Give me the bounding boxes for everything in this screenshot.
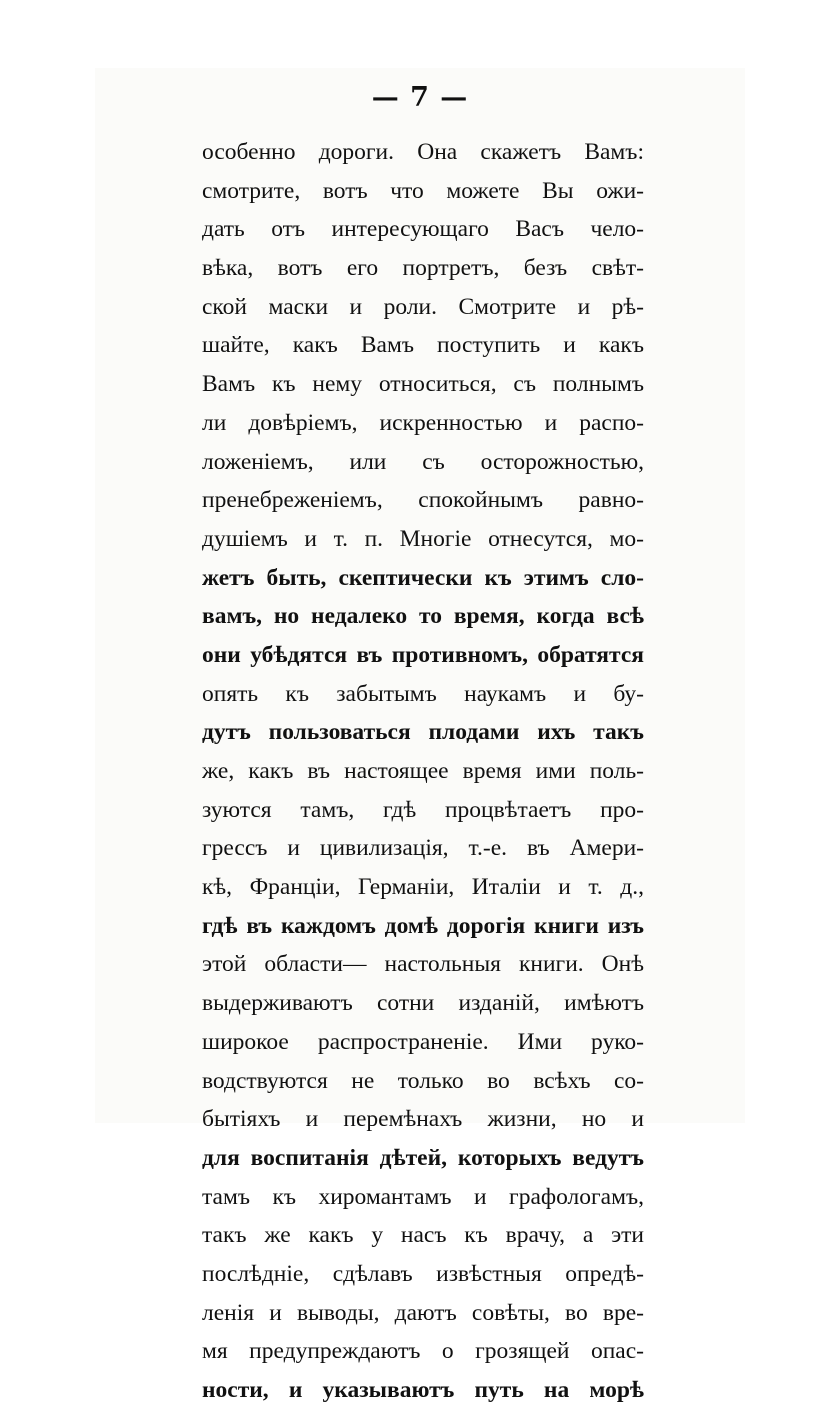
text-line: жетъ быть, скептически къ этимъ сло- <box>202 564 644 591</box>
text-line: душіемъ и т. п. Многіе отнесутся, мо- <box>202 525 644 552</box>
text-line: особенно дороги. Она скажетъ Вамъ: <box>202 139 644 165</box>
text-line: ли довѣріемъ, искренностью и распо- <box>202 409 644 436</box>
body-text <box>202 133 644 1410</box>
text-line: же, какъ въ настоящее время ими поль- <box>202 758 644 784</box>
text-line: шайте, какъ Вамъ поступить и какъ <box>202 332 644 359</box>
text-line: пренебреженіемъ, спокойнымъ равно- <box>202 487 644 514</box>
text-line: тамъ къ хиромантамъ и графологамъ, <box>202 1183 644 1210</box>
text-line: кѣ, Франціи, Германіи, Италіи и т. д., <box>202 874 644 901</box>
text-line: они убѣдятся въ противномъ, обратятся <box>202 641 644 668</box>
page-number: — 7 — <box>371 82 469 113</box>
text-line: выдерживаютъ сотни изданій, имѣютъ <box>202 990 644 1017</box>
text-line: бытіяхъ и перемѣнахъ жизни, но и <box>202 1106 644 1133</box>
text-line: Вамъ къ нему относиться, съ полнымъ <box>202 371 644 398</box>
text-line: широкое распространеніе. Ими руко- <box>202 1028 644 1055</box>
text-line: грессъ и цивилизація, т.-е. въ Амери- <box>202 835 644 862</box>
text-line: ленія и выводы, даютъ совѣты, во вре- <box>202 1299 644 1326</box>
text-line: смотрите, вотъ что можете Вы ожи- <box>202 177 644 204</box>
text-line: мя предупреждаютъ о грозящей опас- <box>202 1338 644 1365</box>
text-line: такъ же какъ у насъ къ врачу, а эти <box>202 1222 644 1249</box>
text-line: ложеніемъ, или съ осторожностью, <box>202 448 644 475</box>
text-line: послѣдніе, сдѣлавъ извѣстныя опредѣ- <box>202 1260 644 1287</box>
text-line: вѣка, вотъ его портретъ, безъ свѣт- <box>202 255 644 282</box>
text-line: дутъ пользоваться плодами ихъ такъ <box>202 719 644 746</box>
text-line: для воспитанія дѣтей, которыхъ ведутъ <box>202 1144 644 1171</box>
text-line: этой области— настольныя книги. Онѣ <box>202 951 644 978</box>
text-line: ской маски и роли. Смотрите и рѣ- <box>202 293 644 320</box>
text-line: зуются тамъ, гдѣ процвѣтаетъ про- <box>202 796 644 823</box>
text-line: вамъ, но недалеко то время, когда всѣ <box>202 603 644 630</box>
text-line: ности, и указываютъ путь на морѣ <box>202 1377 644 1403</box>
text-line: дать отъ интересующаго Васъ чело- <box>202 216 644 243</box>
text-line: опять къ забытымъ наукамъ и бу- <box>202 680 644 707</box>
text-line: водствуются не только во всѣхъ со- <box>202 1067 644 1094</box>
text-line: гдѣ въ каждомъ домѣ дорогія книги изъ <box>202 912 644 939</box>
